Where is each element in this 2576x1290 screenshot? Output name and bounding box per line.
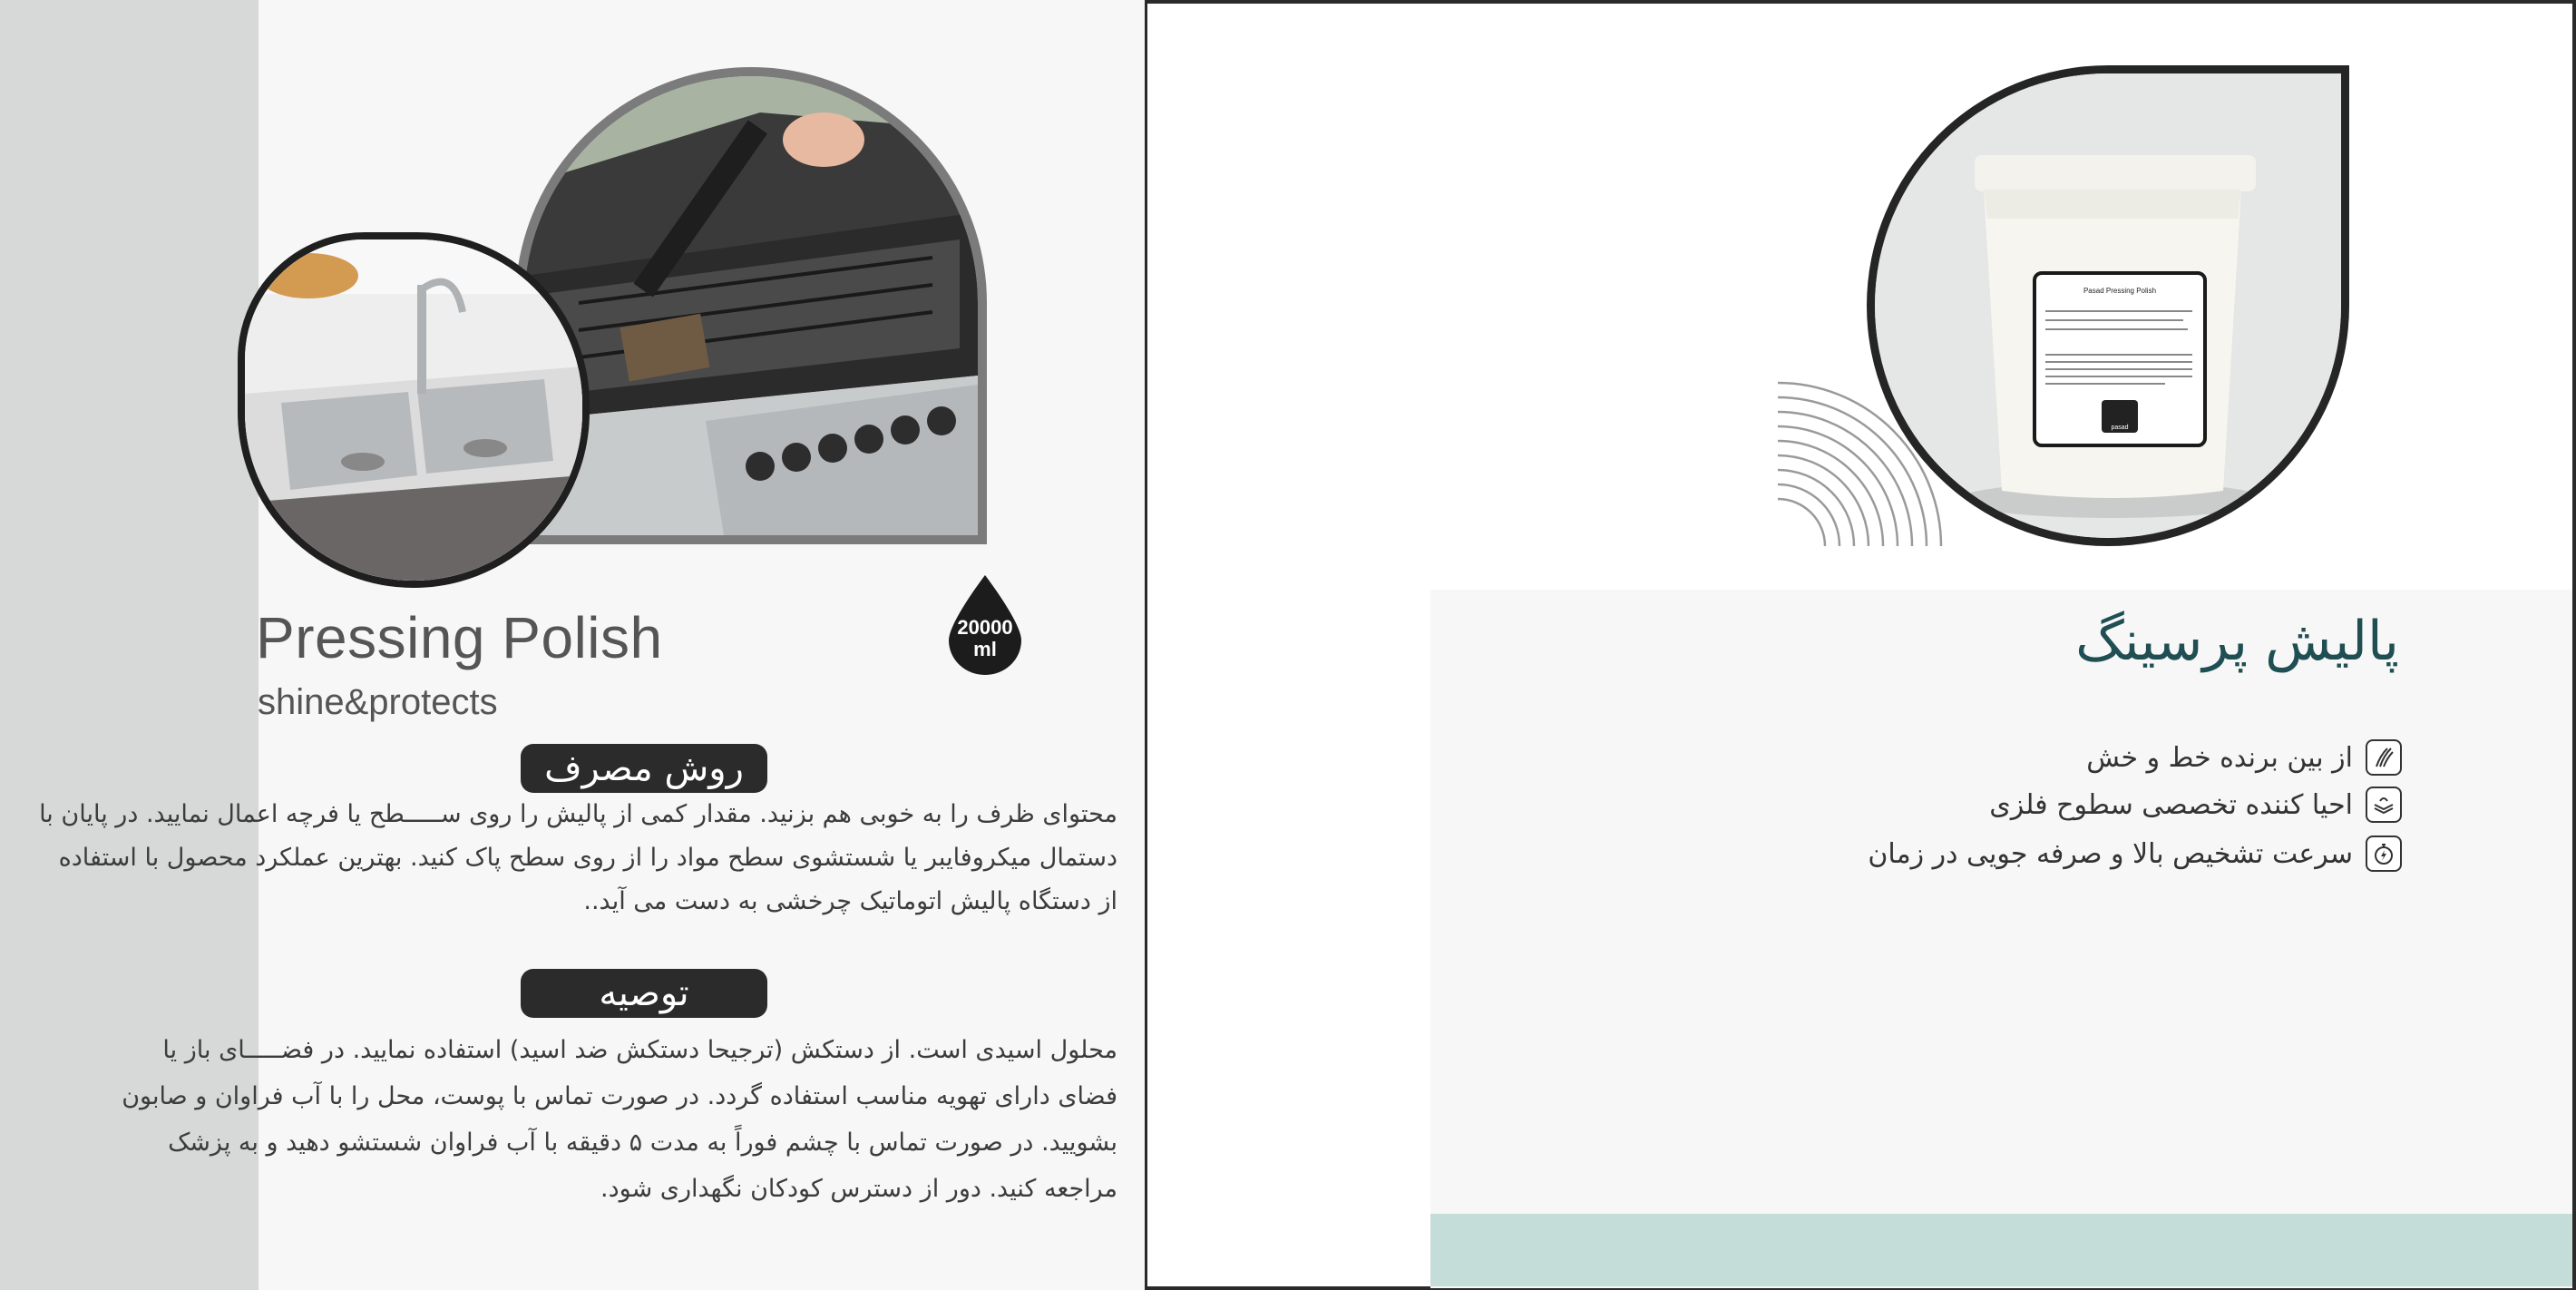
feature-item (1989, 782, 2402, 827)
kitchen-sink-photo (238, 232, 590, 588)
usage-heading: روش مصرف (521, 744, 767, 793)
metal-surface-icon (2366, 787, 2402, 823)
right-page-right-border (2572, 0, 2576, 1290)
scratch-lines-icon (2366, 739, 2402, 776)
feature-label: از بین برنده خط و خش (2086, 741, 2353, 774)
product-bucket-image (1867, 65, 2349, 546)
right-page-top-border (1145, 0, 2576, 4)
right-info-panel (1430, 590, 2572, 1288)
recommendation-heading: توصیه (521, 969, 767, 1018)
recommendation-line: مراجعه کنید. دور از دسترس کودکان نگهداری شود. (600, 1175, 1117, 1203)
grill-cleaning-photo (515, 67, 987, 544)
usage-paragraph (39, 793, 1117, 924)
right-bottom-band (1430, 1214, 2572, 1286)
feature-item (1868, 831, 2402, 876)
usage-line: دستمال میکروفایبر یا شستشوی سطح مواد را از روی سطح پاک کنید. بهترین عملکرد محصول با استفاده (58, 844, 1117, 872)
feature-item (2086, 735, 2402, 780)
feature-label: سرعت تشخیص بالا و صرفه جویی در زمان (1868, 837, 2353, 870)
product-subtitle-en: shine&protects (258, 682, 498, 722)
volume-value: 20000 (957, 616, 1013, 639)
feature-label: احیا کننده تخصصی سطوح فلزی (1989, 788, 2353, 821)
product-title-en: Pressing Polish (256, 605, 663, 670)
volume-label (949, 617, 1021, 660)
label-title: Pasad Pressing Polish (2083, 287, 2157, 295)
usage-line: از دستگاه پالیش اتوماتیک چرخشی به دست می آید.. (583, 887, 1117, 915)
recommendation-line: فضای دارای تهویه مناسب استفاده گردد. در صورت تماس با پوست، محل را با آب فراوان و صابون (122, 1082, 1117, 1110)
stopwatch-icon (2366, 836, 2402, 872)
recommendation-paragraph (73, 1027, 1117, 1212)
recommendation-line: محلول اسیدی است. از دستکش (ترجیحا دستکش ضد اسید) استفاده نمایید. در فضـــــای باز یا (162, 1036, 1117, 1064)
label-brand: pasad (2111, 425, 2129, 431)
volume-unit: ml (973, 638, 997, 660)
page-divider (1145, 0, 1147, 1290)
recommendation-line: بشویید. در صورت تماس با چشم فوراً به مدت ۵ دقیقه با آب فراوان شستشو دهید و به پزشک (168, 1129, 1117, 1157)
usage-line: محتوای ظرف را به خوبی هم بزنید. مقدار کمی از پالیش را روی ســـــطح یا فرچه اعمال نمایید. در پایان با (39, 800, 1117, 828)
product-title-fa: پالیش پرسینگ (2075, 610, 2399, 673)
